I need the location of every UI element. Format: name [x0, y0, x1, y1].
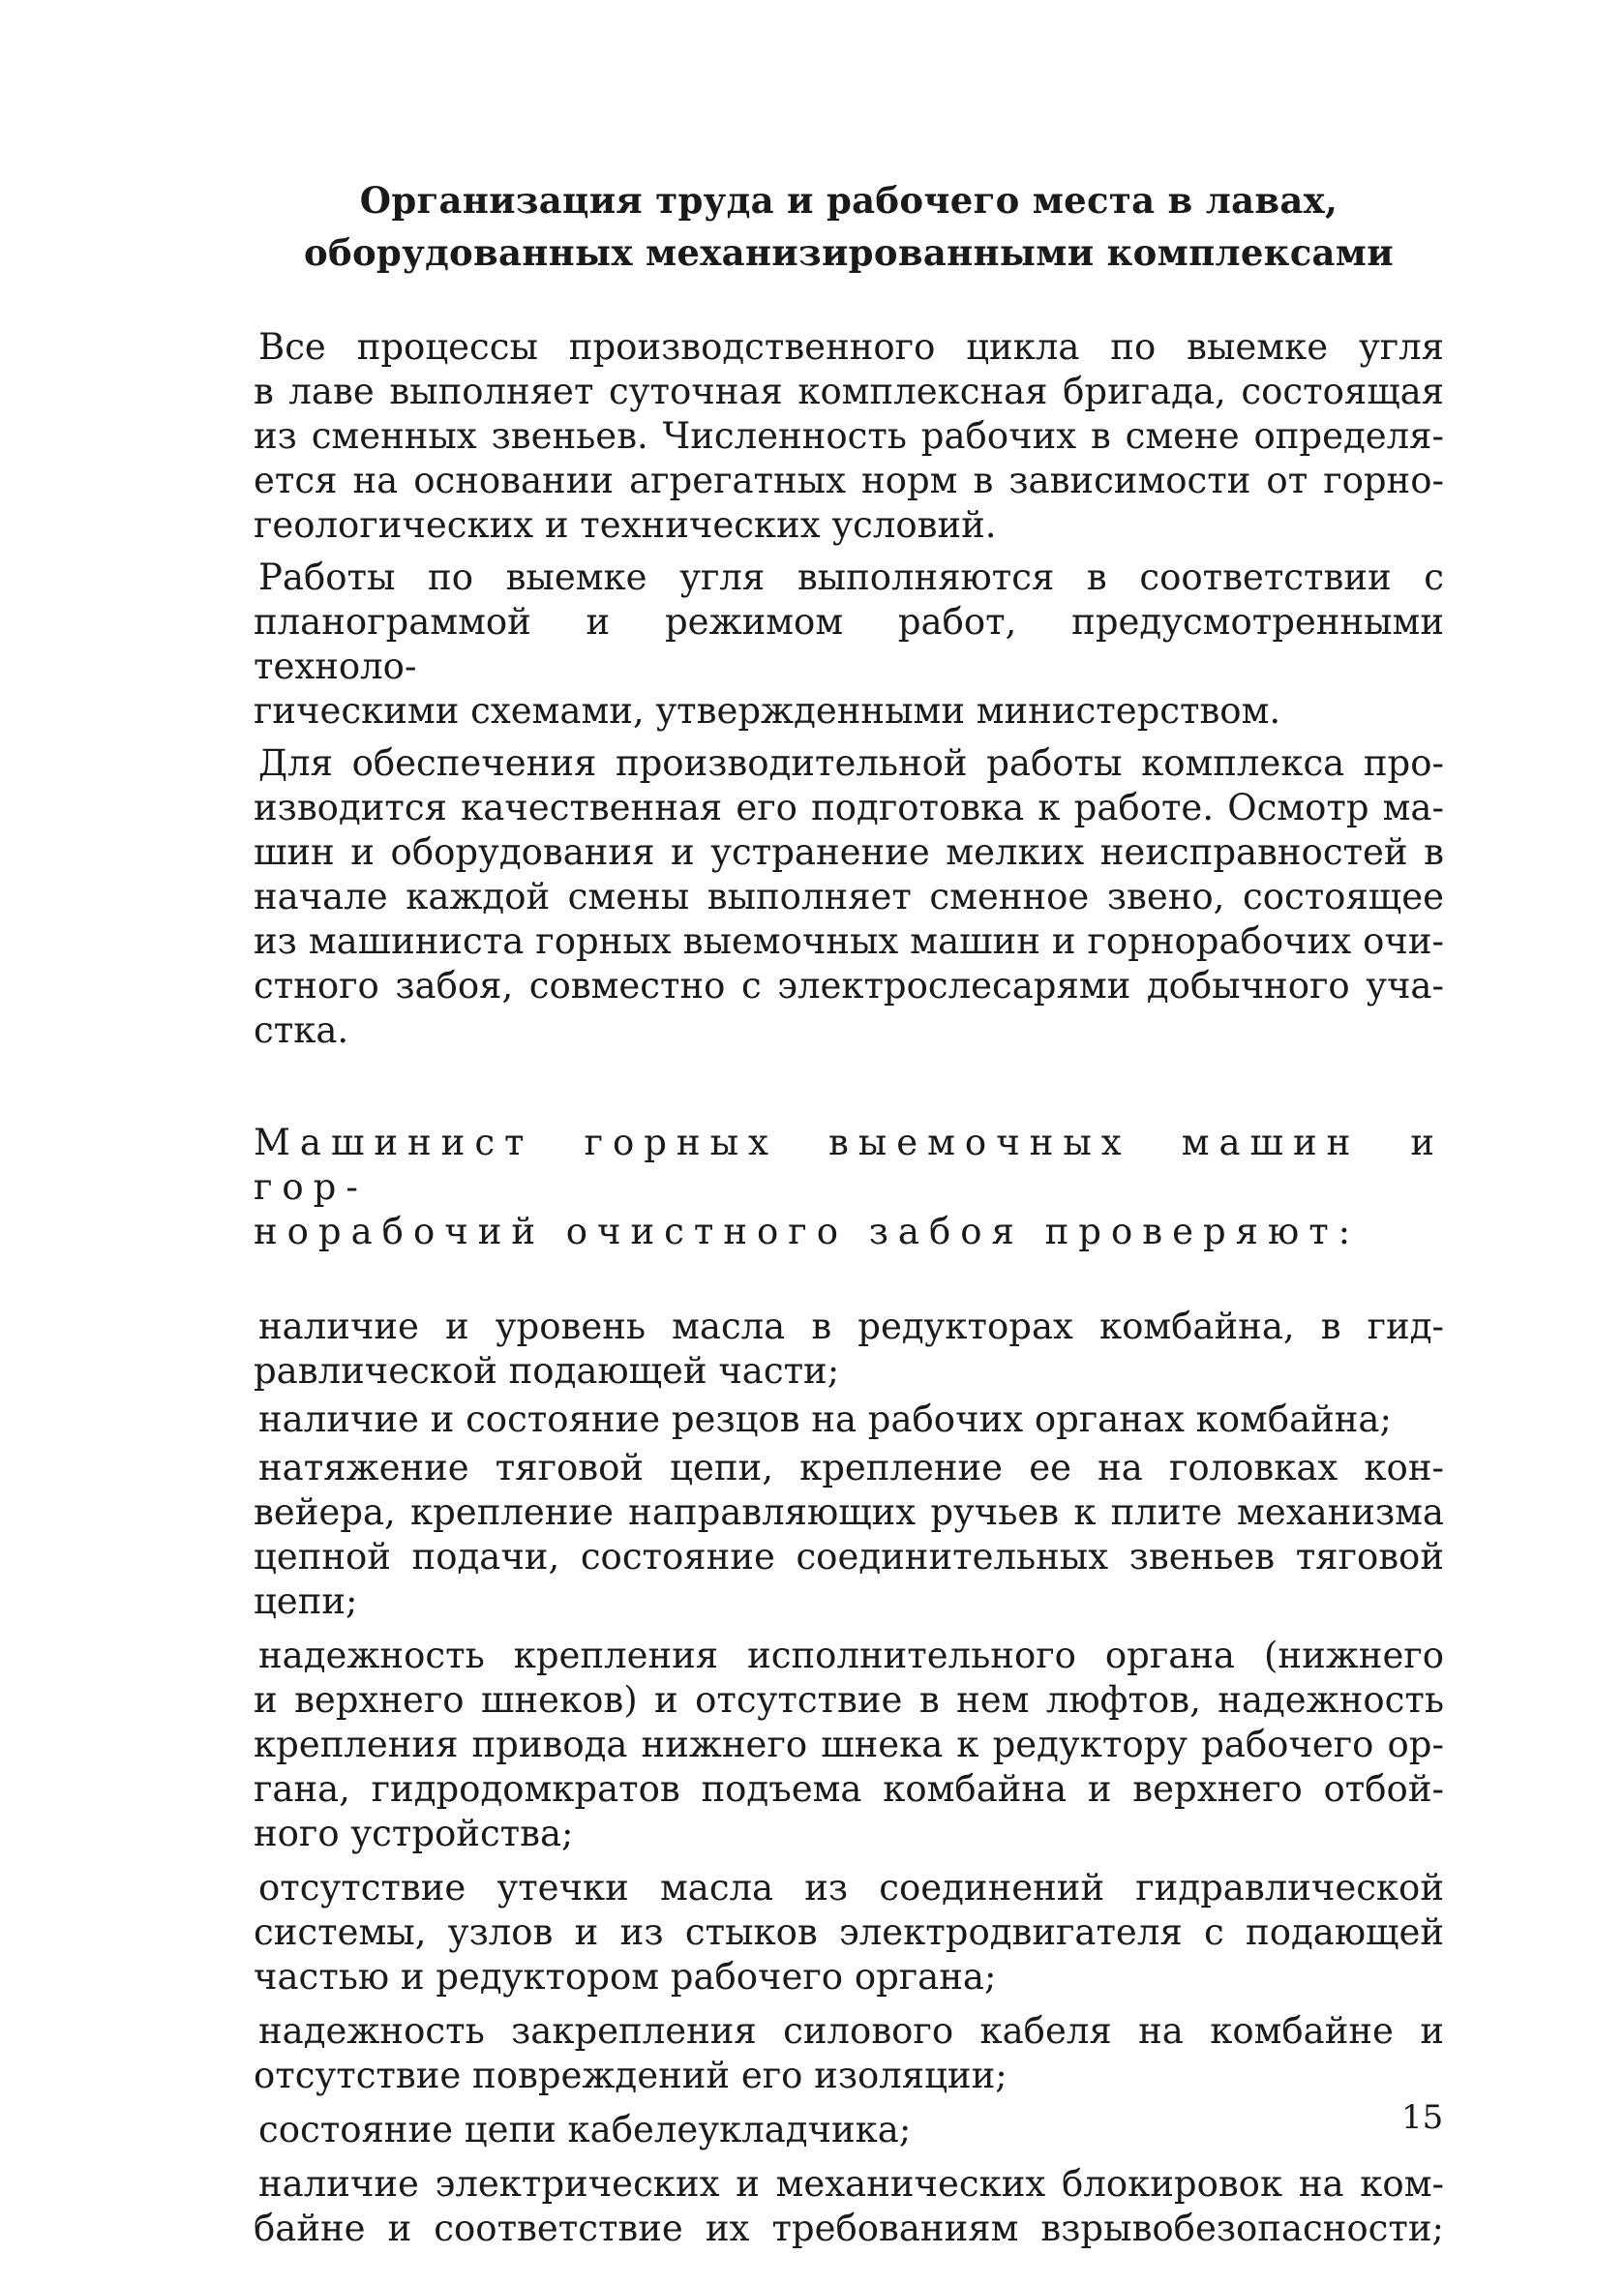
- text-line: отсутствие утечки масла из соединений гидравлической: [258, 1867, 1444, 1909]
- text-line: надежность крепления исполнительного органа (нижнего: [258, 1635, 1444, 1676]
- text-line: в лаве выполняет суточная комплексная бригада, состоящая: [254, 371, 1444, 412]
- checklist-item: [254, 2108, 1444, 2152]
- title-line-1: Организация труда и рабочего места в лавах,: [359, 179, 1338, 222]
- text-line: планограммой и режимом работ, предусмотренными техноло-: [254, 601, 1444, 687]
- paragraph-2: [254, 556, 1444, 734]
- checklist-heading: [254, 1121, 1444, 1254]
- checklist-item: [254, 1446, 1444, 1624]
- text-line: из сменных звеньев. Численность рабочих в смене определя-: [254, 415, 1444, 457]
- text-line: начале каждой смены выполняет сменное звено, состоящее: [254, 876, 1444, 917]
- text-line: геологических и технических условий.: [254, 504, 997, 546]
- page-content: [254, 174, 1444, 2255]
- heading-line-1: Машинист горных выемочных машин и гор-: [254, 1122, 1444, 1208]
- page-number: 15: [1401, 2098, 1444, 2137]
- checklist-item: [254, 2009, 1444, 2098]
- checklist-item: [254, 1866, 1444, 1999]
- paragraph-3: [254, 741, 1444, 1053]
- text-line: ного устройства;: [254, 1813, 574, 1854]
- text-line: и верхнего шнеков) и отсутствие в нем люфтов, надежность: [254, 1679, 1444, 1721]
- text-line: отсутствие повреждений его изоляции;: [254, 2055, 1007, 2096]
- text-line: системы, узлов и из стыков электродвигателя с подающей: [254, 1911, 1444, 1953]
- title-line-2: оборудованных механизированными комплексами: [303, 231, 1394, 274]
- text-line: равлической подающей части;: [254, 1350, 840, 1392]
- text-line: байне и соответствие их требованиям взрывобезопасности;: [254, 2208, 1444, 2249]
- text-line: наличие и состояние резцов на рабочих органах комбайна;: [258, 1398, 1392, 1440]
- checklist-item: [254, 1398, 1444, 1442]
- text-line: Для обеспечения производительной работы комплекса про-: [258, 742, 1444, 784]
- text-line: из машиниста горных выемочных машин и горнорабочих очи-: [254, 920, 1444, 962]
- text-line: натяжение тяговой цепи, крепление ее на головках кон-: [258, 1447, 1444, 1488]
- checklist-item: [254, 1305, 1444, 1394]
- text-line: цепной подачи, состояние соединительных звеньев тяговой: [254, 1536, 1444, 1578]
- text-line: шин и оборудования и устранение мелких неисправностей в: [254, 831, 1444, 873]
- checklist-item: [254, 2162, 1444, 2251]
- text-line: частью и редуктором рабочего органа;: [254, 1956, 997, 1998]
- text-line: надежность закрепления силового кабеля на комбайне и: [258, 2010, 1444, 2052]
- text-line: состояние цепи кабелеукладчика;: [258, 2109, 912, 2150]
- heading-line-2: норабочий очистного забоя проверяют:: [254, 1211, 1361, 1252]
- text-line: стного забоя, совместно с электрослесарями добычного уча-: [254, 965, 1444, 1007]
- text-line: Все процессы производственного цикла по выемке угля: [258, 326, 1444, 368]
- text-line: стка.: [254, 1009, 349, 1051]
- text-line: крепления привода нижнего шнека к редуктору рабочего ор-: [254, 1724, 1444, 1765]
- checklist-item: [254, 1634, 1444, 1856]
- page-title: [254, 174, 1444, 279]
- text-line: цепи;: [254, 1580, 358, 1622]
- paragraph-1: [254, 325, 1444, 548]
- text-line: изводится качественная его подготовка к работе. Осмотр ма-: [254, 787, 1444, 828]
- text-line: ется на основании агрегатных норм в зависимости от горно-: [254, 460, 1444, 501]
- text-line: гана, гидродомкратов подъема комбайна и верхнего отбой-: [254, 1768, 1444, 1810]
- text-line: гическими схемами, утвержденными министерством.: [254, 690, 1281, 732]
- text-line: вейера, крепление направляющих ручьев к плите механизма: [254, 1491, 1444, 1533]
- text-line: Работы по выемке угля выполняются в соответствии с: [258, 556, 1444, 598]
- text-line: наличие и уровень масла в редукторах комбайна, в гид-: [258, 1306, 1444, 1347]
- text-line: наличие электрических и механических блокировок на ком-: [258, 2163, 1444, 2205]
